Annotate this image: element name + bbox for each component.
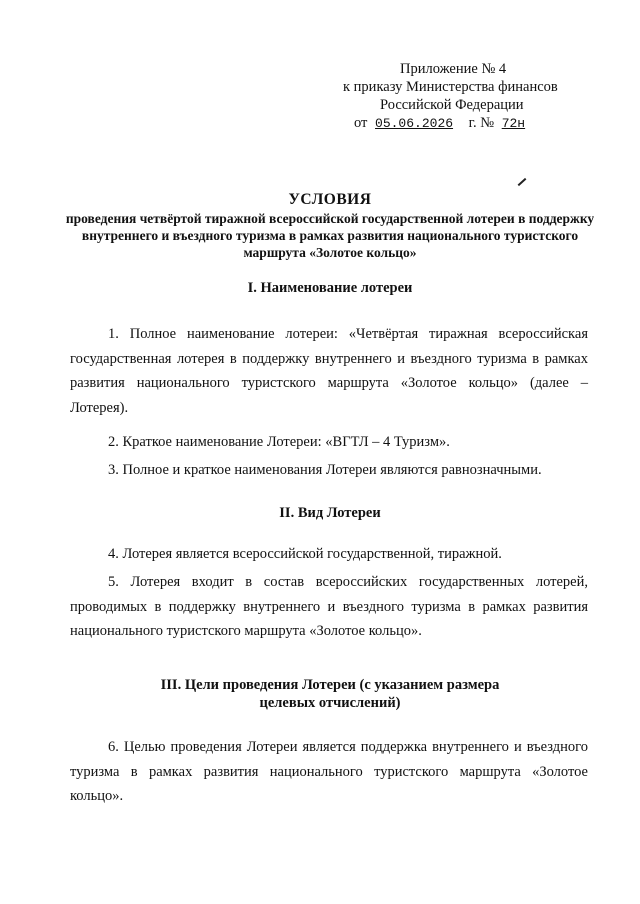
- section-3-heading: [60, 676, 600, 712]
- appendix-order-number: 72н: [501, 116, 526, 131]
- paragraph-5: 5. Лотерея входит в состав всероссийских государственных лотерей, проводимых в поддержку внутреннего и въездного туризма в рамках развития национального туристского маршрута «Золотое кольцо».: [70, 574, 588, 639]
- document-title-block: [60, 190, 600, 261]
- document-title: УСЛОВИЯ: [288, 191, 372, 208]
- appendix-block: [330, 60, 610, 133]
- appendix-federation: Российской Федерации: [380, 97, 524, 113]
- appendix-order-ref: к приказу Министерства финансов: [343, 79, 558, 95]
- paragraph-3: 3. Полное и краткое наименования Лотереи являются равнозначными.: [108, 462, 542, 478]
- document-subtitle: проведения четвёртой тиражной всероссийской государственной лотереи в поддержку внутреннего и въездного туризма в рамках развития национального туристского маршрута «Золотое кольцо»: [65, 211, 595, 260]
- paragraph-2: 2. Краткое наименование Лотереи: «ВГТЛ – 4 Туризм».: [108, 434, 450, 450]
- paragraph-6: 6. Целью проведения Лотереи является поддержка внутреннего и въездного туризма в рамках развития национального туристского маршрута «Золотое кольцо».: [70, 739, 588, 804]
- paragraph-4: 4. Лотерея является всероссийской государственной, тиражной.: [108, 546, 502, 562]
- section-3-heading-line-1: III. Цели проведения Лотереи (с указанием размера: [160, 677, 500, 693]
- appendix-date: 05.06.2026: [375, 116, 454, 131]
- section-3-heading-line-2: целевых отчислений): [259, 695, 401, 711]
- appendix-number: Приложение № 4: [400, 61, 507, 77]
- pen-mark: [518, 178, 527, 186]
- appendix-date-line: [330, 114, 610, 133]
- section-2-heading: II. Вид Лотереи: [279, 505, 381, 521]
- paragraph-1: 1. Полное наименование лотереи: «Четвёртая тиражная всероссийская государственная лотерея в поддержку внутреннего и въездного туризма в рамках развития национального туристского маршрута «Золотое кольцо» (далее – Лотерея).: [70, 326, 588, 416]
- appendix-from-label: от: [354, 115, 368, 131]
- section-1-heading: I. Наименование лотереи: [247, 280, 413, 296]
- appendix-number-label: г. №: [468, 115, 495, 131]
